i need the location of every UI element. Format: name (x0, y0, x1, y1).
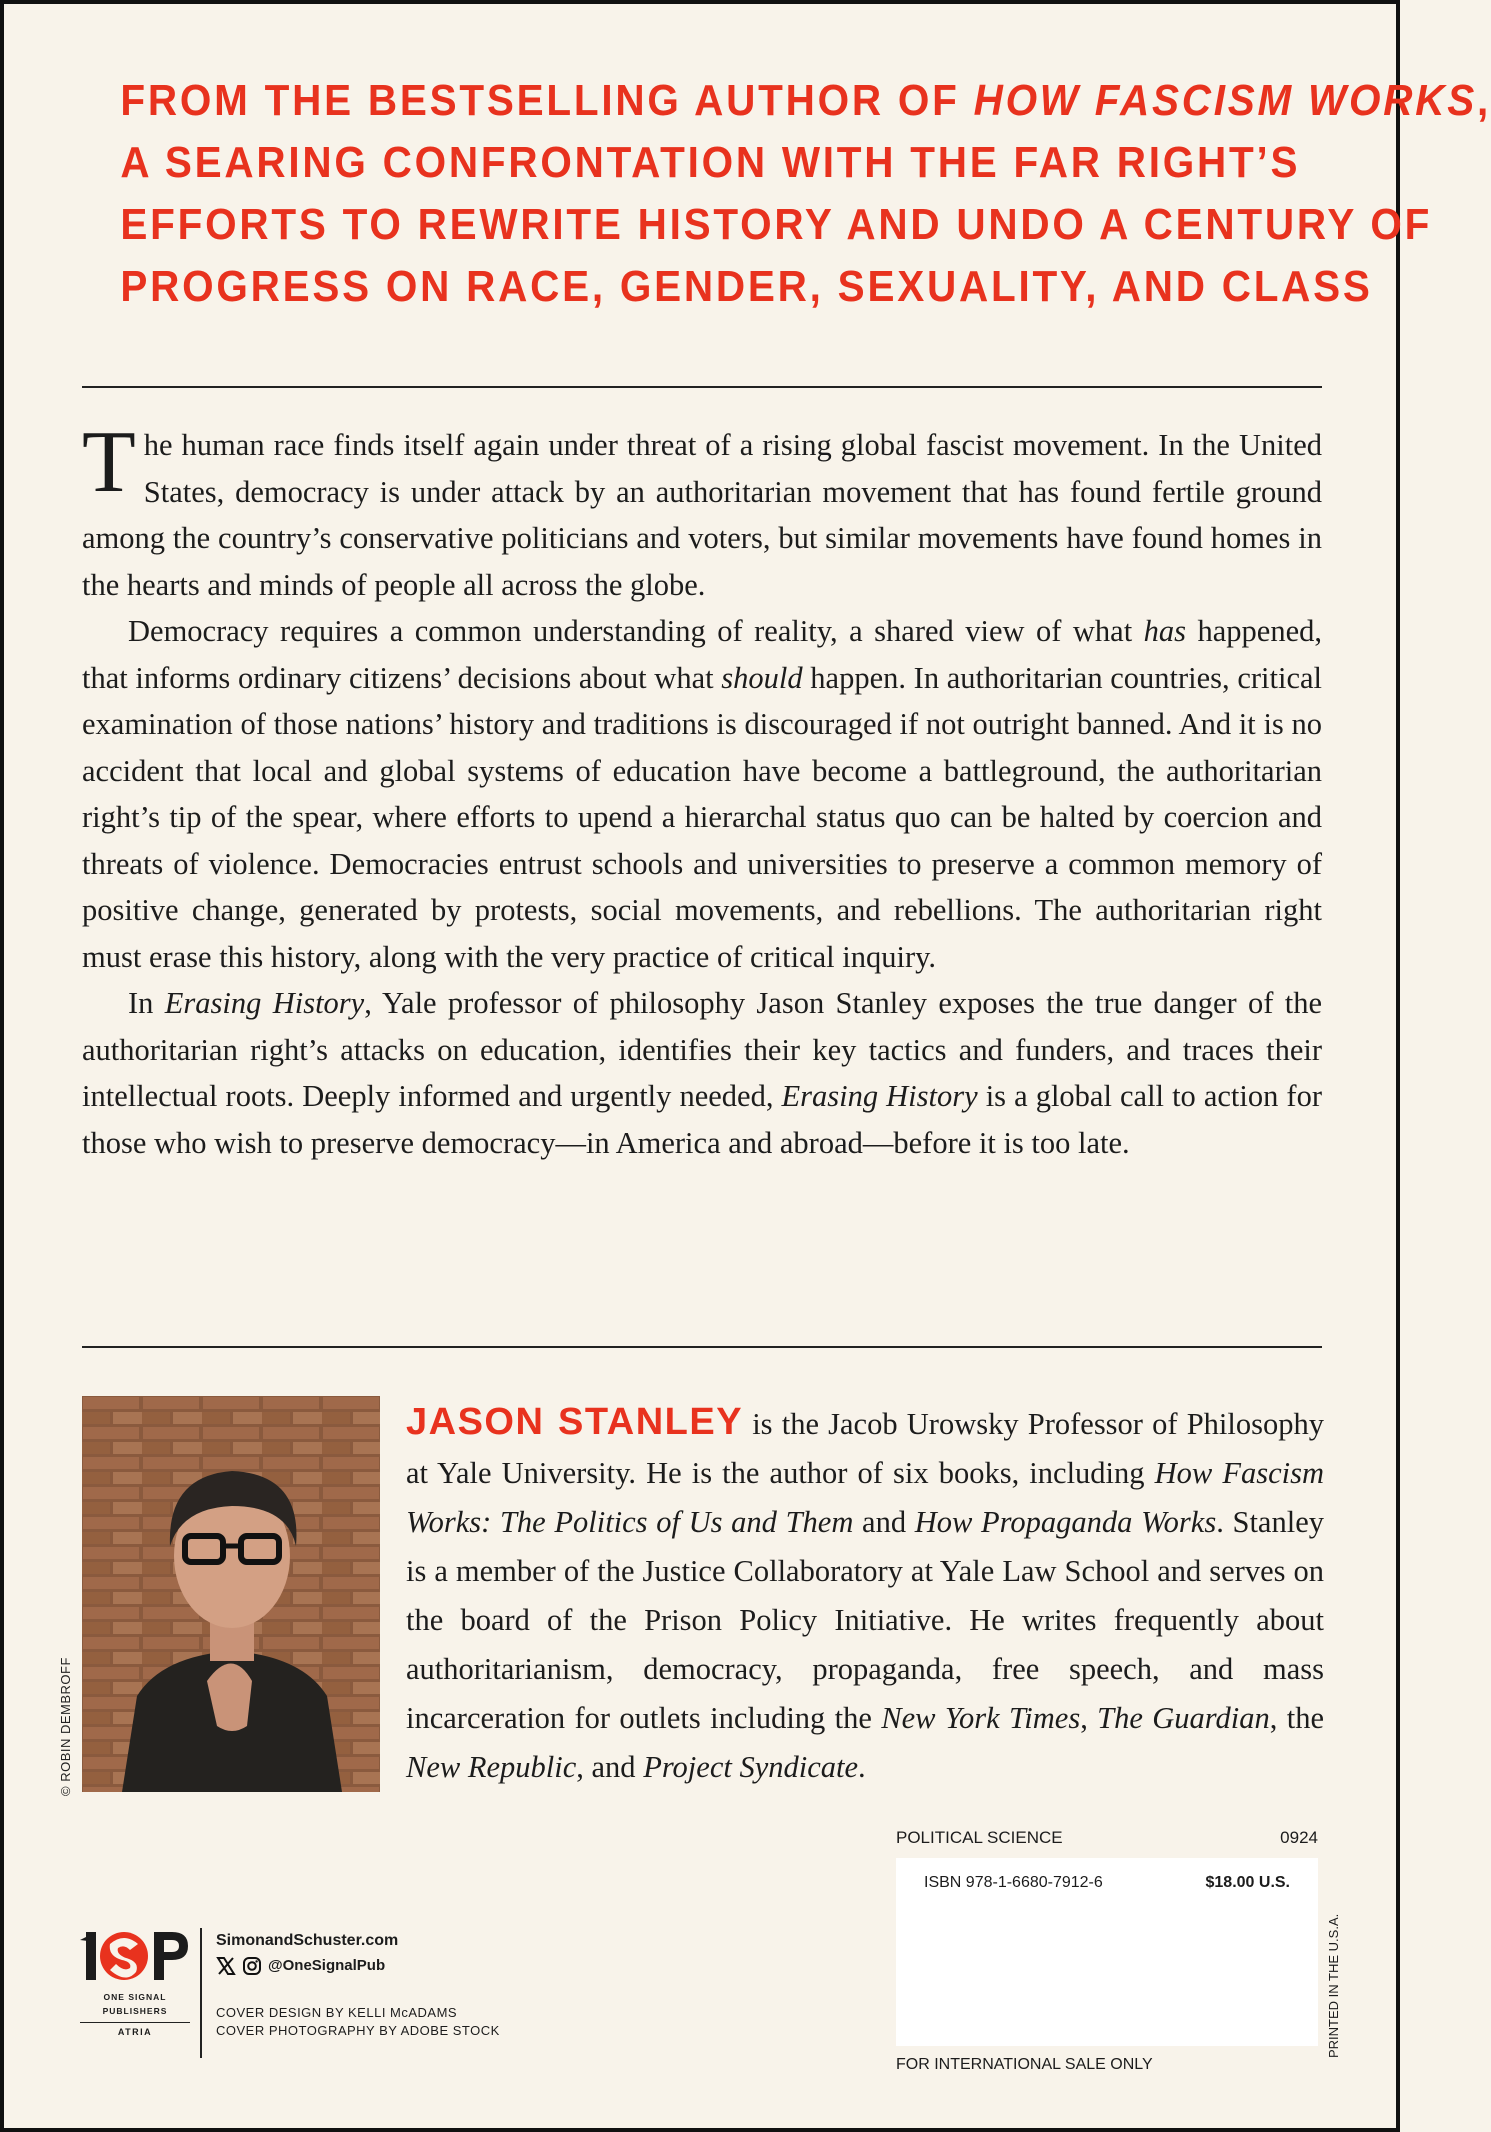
blurb-p3-c: is a global call to action for those who wish to preserve democracy—in America and abroad—before it is too late. (82, 1079, 1322, 1160)
headline-line2: A SEARING CONFRONTATION WITH THE FAR RIGHT’S (120, 138, 1301, 187)
bio-book2: How Propaganda Works (914, 1505, 1217, 1539)
drop-cap: T (82, 414, 136, 511)
bio-outlet1: New York Times (881, 1701, 1081, 1735)
cover-design-credit: COVER DESIGN BY KELLI McADAMS (216, 2005, 458, 2020)
blurb (82, 414, 1323, 1166)
bio-a: is the Jacob Urowsky Professor of Philosophy at Yale University. He is the author of six books, including (406, 1407, 1324, 1490)
middle-divider (82, 1346, 1322, 1348)
headline (120, 70, 1491, 318)
headline-line4: PROGRESS ON RACE, GENDER, SEXUALITY, AND CLASS (120, 262, 1373, 311)
blurb-p2-b: happened, that informs ordinary citizens’ decisions about what (82, 614, 1322, 695)
bio-f: . (858, 1750, 866, 1784)
publisher-imprint: ATRIA (80, 2022, 190, 2037)
instagram-icon (242, 1956, 262, 1976)
blurb-p3-b: , Yale professor of philosophy Jason Stanley exposes the true danger of the authoritarian right’s attacks on education, identifies their key tactics and funders, and traces their intellectual roots. Deeply informed and urgently needed, (82, 986, 1323, 1113)
top-divider (82, 386, 1322, 388)
price: $18.00 U.S. (1205, 1874, 1290, 1891)
bio-e: , and (576, 1750, 644, 1784)
bio-outlet4: Project Syndicate (643, 1750, 859, 1784)
bio-outlet2: The Guardian (1097, 1701, 1270, 1735)
publisher-website: SimonandSchuster.com (216, 1932, 399, 1949)
headline-line3: EFFORTS TO REWRITE HISTORY AND UNDO A CENTURY OF (120, 200, 1433, 249)
headline-line1-post: , (1476, 76, 1491, 125)
blurb-p2-should: should (721, 660, 803, 695)
blurb-p3-a: In (128, 986, 165, 1020)
publisher-name-line2: PUBLISHERS (102, 2006, 168, 2016)
blurb-p2-c: happen. In authoritarian countries, critical examination of those nations’ history and traditions is discouraged if not outright banned. And it is no accident that local and global systems of education have become a battleground, the authoritarian right’s tip of the spear, where efforts to upend a hierarchal status quo can be halted by coercion and threats of violence. Democracies entrust schools and universities to preserve a common memory of positive change, generated by protests, social movements, and rebellions. The authoritarian right must erase this history, along with the very practice of critical inquiry. (82, 660, 1323, 974)
publisher-info (216, 1930, 500, 2040)
barcode-area (896, 1828, 1318, 2086)
cover-credits (216, 2004, 500, 2040)
book-code: 0924 (1280, 1828, 1318, 1847)
blurb-p3-title1: Erasing History (164, 986, 365, 1020)
publisher-logo (80, 1926, 190, 1984)
bio-c: . Stanley is a member of the Justice Collaboratory at Yale Law School and serves on the board of the Prison Policy Initiative. He writes frequently about authoritarianism, democracy, propaganda, free speech, and mass incarceration for outlets including the (406, 1505, 1324, 1735)
publisher-divider (200, 1928, 202, 2058)
international-sale: FOR INTERNATIONAL SALE ONLY (896, 2056, 1153, 2073)
isbn: ISBN 978-1-6680-7912-6 (924, 1874, 1103, 1891)
bio-book1: How Fascism Works: The Politics of Us and Them (406, 1456, 1324, 1539)
author-portrait-illustration (82, 1396, 380, 1792)
blurb-p2-a: Democracy requires a common understanding of reality, a shared view of what (128, 614, 1144, 648)
bio-b: and (853, 1505, 915, 1539)
blurb-paragraph-2 (82, 608, 1322, 980)
social-row (216, 1955, 500, 1976)
author-bio (406, 1398, 1324, 1792)
blurb-p2-has: has (1143, 614, 1187, 648)
photo-credit: © ROBIN DEMBROFF (58, 1657, 73, 1796)
bio-sep1: , (1080, 1701, 1098, 1735)
barcode-box (896, 1858, 1318, 2046)
publisher-block (80, 1926, 190, 2037)
headline-line1-pre: FROM THE BESTSELLING AUTHOR OF (120, 76, 974, 125)
headline-book-title: HOW FASCISM WORKS (973, 76, 1477, 125)
isbn-row (924, 1858, 1290, 1892)
blurb-p3-title2: Erasing History (781, 1079, 978, 1113)
author-photo (82, 1396, 380, 1792)
barcode-header (896, 1828, 1318, 1858)
publisher-name-line1: ONE SIGNAL (103, 1992, 167, 2002)
blurb-p1-text: he human race finds itself again under threat of a rising global fascist movement. In the United States, democracy is under attack by an authoritarian movement that has found fertile ground among the country’s conservative politicians and voters, but similar movements have found homes in the hearts and minds of people all across the globe. (82, 428, 1322, 602)
printed-in: PRINTED IN THE U.S.A. (1326, 1913, 1341, 2058)
x-logo-icon (216, 1956, 236, 1976)
bio-outlet3: New Republic (406, 1750, 577, 1784)
book-category: POLITICAL SCIENCE (896, 1828, 1063, 1847)
blurb-paragraph-3 (82, 980, 1322, 1166)
social-handle: @OneSignalPub (268, 1957, 386, 1974)
blurb-paragraph-1 (82, 414, 1322, 608)
author-name: JASON STANLEY (406, 1401, 744, 1443)
cover-photo-credit: COVER PHOTOGRAPHY BY ADOBE STOCK (216, 2023, 500, 2038)
bio-d: , the (1269, 1701, 1324, 1735)
